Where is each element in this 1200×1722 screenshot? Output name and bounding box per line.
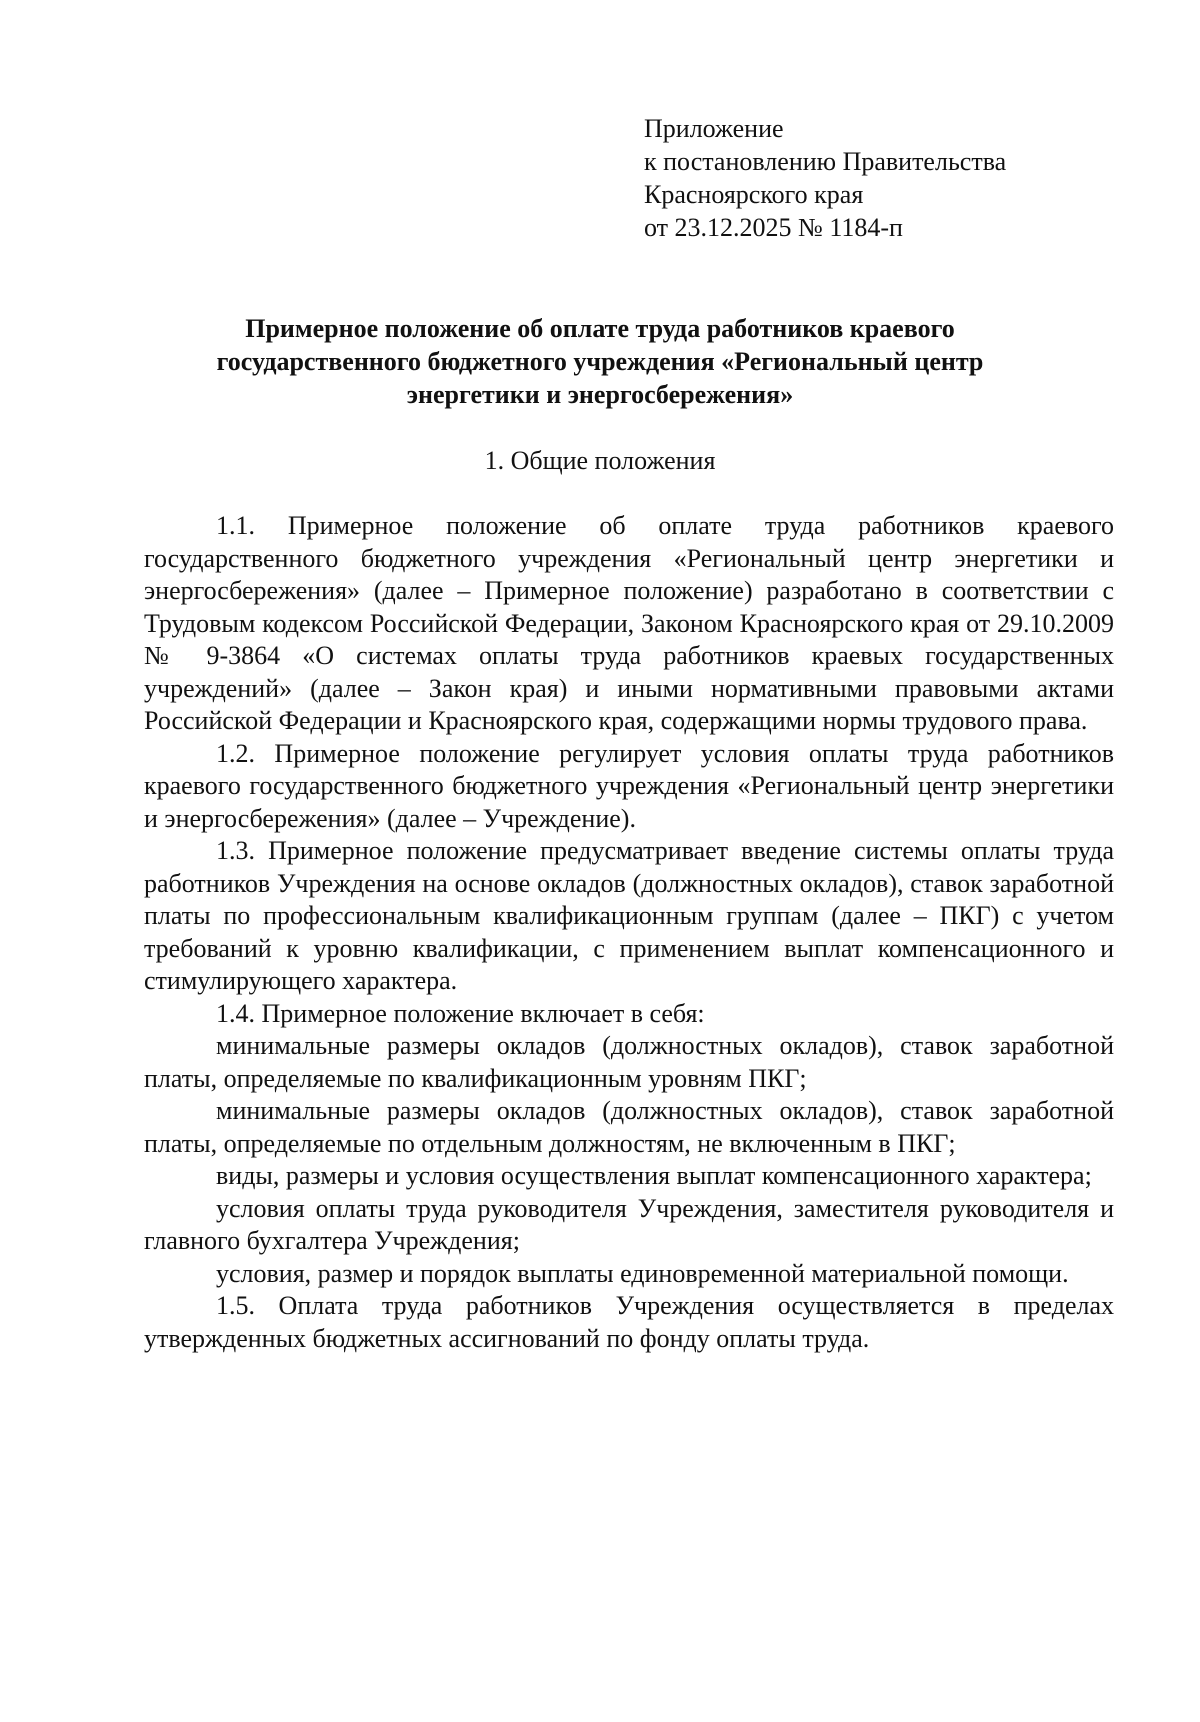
approval-block (644, 112, 1144, 244)
list-item: условия, размер и порядок выплаты единовременной материальной помощи. (216, 1258, 1069, 1288)
approval-line: Красноярского края (644, 180, 864, 209)
paragraph-1-2: 1.2. Примерное положение регулирует условия оплаты труда работников краевого государственного бюджетного учреждения «Региональный центр энергетики и энергосбережения» (далее – Учреждение). (144, 738, 1114, 833)
list-item: минимальные размеры окладов (должностных окладов), ставок заработной платы, определяемые по квалификационным уровням ПКГ; (144, 1031, 1114, 1093)
document-title (120, 312, 1080, 411)
paragraph-1-1: 1.1. Примерное положение об оплате труда работников краевого государственного бюджетного учреждения «Региональный центр энергетики и энергосбережения» (далее – Примерное положение) разработано в соответствии с Трудовым кодексом Российской Федерации, Законом Красноярского края от 29.10.2009 № 9-3864 «О системах оплаты труда работников краевых государственных учреждений» (далее – Закон края) и иными нормативными правовыми актами Российской Федерации и Красноярского края, содержащими нормы трудового права. (144, 511, 1114, 735)
paragraph-1-4: 1.4. Примерное положение включает в себя: (216, 998, 705, 1028)
list-item: минимальные размеры окладов (должностных окладов), ставок заработной платы, определяемые по отдельным должностям, не включенным в ПКГ; (144, 1096, 1114, 1158)
paragraph-1-5: 1.5. Оплата труда работников Учреждения осуществляется в пределах утвержденных бюджетных ассигнований по фонду оплаты труда. (144, 1291, 1114, 1353)
approval-date-number: от 23.12.2025 № 1184-п (644, 213, 903, 242)
document-body (144, 510, 1114, 1355)
section-heading: 1. Общие положения (484, 446, 716, 475)
list-item: условия оплаты труда руководителя Учреждения, заместителя руководителя и главного бухгалтера Учреждения; (144, 1193, 1114, 1255)
paragraph-1-3: 1.3. Примерное положение предусматривает введение системы оплаты труда работников Учреждения на основе окладов (должностных окладов), ставок заработной платы по профессиональным квалификационным группам (далее – ПКГ) с учетом требований к уровню квалификации, с применением выплат компенсационного и стимулирующего характера. (144, 836, 1114, 995)
title-line: Примерное положение об оплате труда работников краевого (245, 314, 955, 343)
title-line: государственного бюджетного учреждения «Региональный центр (216, 347, 984, 376)
title-line: энергетики и энергосбережения» (406, 380, 794, 409)
approval-line: к постановлению Правительства (644, 147, 1007, 176)
list-item: виды, размеры и условия осуществления выплат компенсационного характера; (216, 1161, 1092, 1190)
approval-line: Приложение (644, 114, 784, 143)
